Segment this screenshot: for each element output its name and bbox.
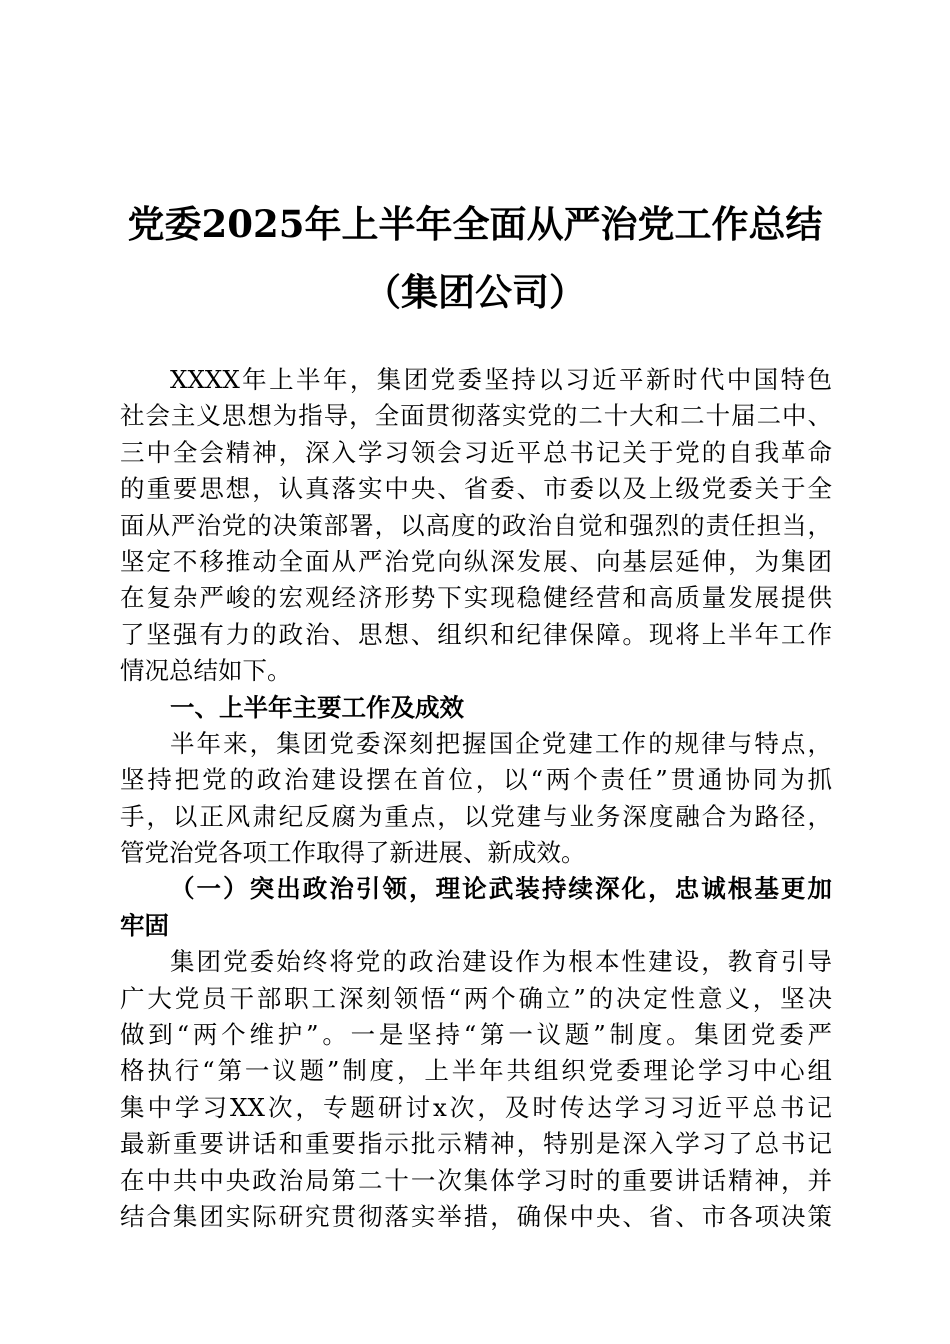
paragraph-line: 手，以正风肃纪反腐为重点，以党建与业务深度融合为路径，: [120, 801, 832, 831]
paragraph-line: 广大党员干部职工深刻领悟“两个确立”的决定性意义，坚决: [120, 983, 832, 1013]
paragraph-line: 了坚强有力的政治、思想、组织和纪律保障。现将上半年工作: [120, 619, 832, 649]
paragraph-line: 坚持把党的政治建设摆在首位，以“两个责任”贯通协同为抓: [120, 765, 832, 795]
paragraph-line: 在中共中央政治局第二十一次集体学习时的重要讲话精神，并: [120, 1165, 832, 1195]
document-body: [120, 362, 832, 1235]
paragraph-line: 做到“两个维护”。一是坚持“第一议题”制度。集团党委严: [120, 1020, 832, 1050]
paragraph-line: 最新重要讲话和重要指示批示精神，特别是深入学习了总书记: [120, 1129, 832, 1159]
paragraph-line: 坚定不移推动全面从严治党向纵深发展、向基层延伸，为集团: [120, 546, 832, 576]
paragraph-line: 在复杂严峻的宏观经济形势下实现稳健经营和高质量发展提供: [120, 583, 832, 613]
paragraph-line: 集团党委始终将党的政治建设作为根本性建设，教育引导: [170, 947, 832, 977]
paragraph-line: 情况总结如下。: [120, 656, 292, 686]
section-heading: 一、上半年主要工作及成效: [170, 692, 464, 722]
paragraph-line: 集中学习XX次，专题研讨x次，及时传达学习习近平总书记: [120, 1092, 832, 1122]
paragraph-line: XXXX年上半年，集团党委坚持以习近平新时代中国特色: [170, 365, 832, 394]
paragraph-line: 结合集团实际研究贯彻落实举措，确保中央、省、市各项决策: [120, 1201, 832, 1231]
paragraph-line: 面从严治党的决策部署，以高度的政治自觉和强烈的责任担当，: [120, 510, 832, 540]
paragraph-line: 的重要思想，认真落实中央、省委、市委以及上级党委关于全: [120, 474, 832, 504]
paragraph-line: 格执行“第一议题”制度，上半年共组织党委理论学习中心组: [120, 1056, 832, 1086]
document-title: 党委2025年上半年全面从严治党工作总结: [127, 202, 823, 246]
paragraph-line: 管党治党各项工作取得了新进展、新成效。: [120, 838, 586, 868]
paragraph-line: 半年来，集团党委深刻把握国企党建工作的规律与特点，: [170, 728, 832, 758]
subsection-heading: 牢固: [120, 910, 169, 940]
paragraph-line: 三中全会精神，深入学习领会习近平总书记关于党的自我革命: [120, 437, 832, 467]
subsection-heading: （一）突出政治引领，理论武装持续深化，忠诚根基更加: [170, 874, 832, 904]
paragraph-line: 社会主义思想为指导，全面贯彻落实党的二十大和二十届二中、: [120, 401, 832, 431]
document-subtitle: （集团公司）: [364, 270, 586, 314]
